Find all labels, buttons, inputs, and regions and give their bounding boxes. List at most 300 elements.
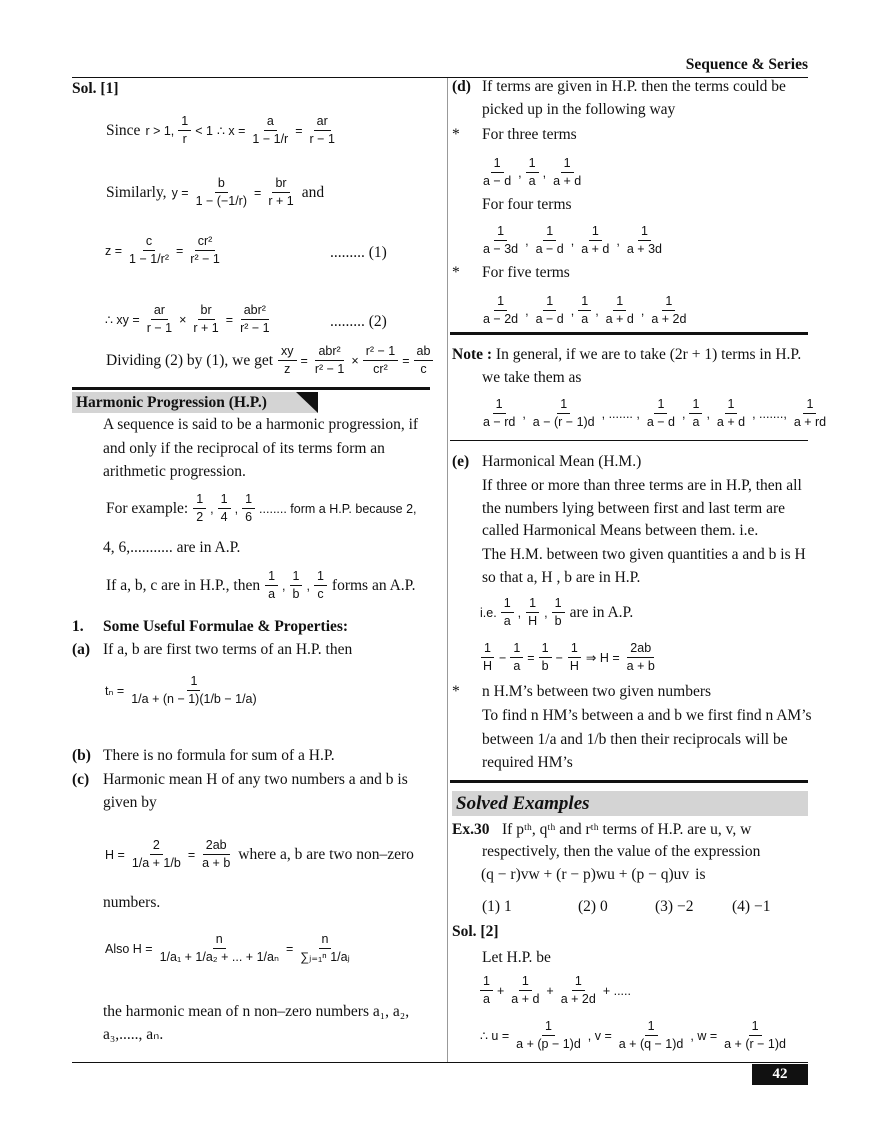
denominator: a + (r − 1)d bbox=[724, 1037, 786, 1051]
note-label: Note : bbox=[452, 346, 493, 363]
fraction bbox=[312, 344, 348, 377]
denominator: 1 − (−1/r) bbox=[195, 194, 248, 208]
math-text: Also H = bbox=[105, 941, 153, 956]
fraction bbox=[578, 294, 591, 327]
fraction bbox=[644, 397, 678, 430]
numerator: 1 bbox=[654, 397, 667, 414]
equation-hm bbox=[478, 641, 660, 674]
numerator: br bbox=[272, 176, 289, 193]
math-text: and bbox=[301, 183, 325, 201]
math-text: × bbox=[351, 353, 359, 368]
numerator: 1 bbox=[265, 569, 278, 586]
numerator: c bbox=[143, 234, 155, 251]
denominator: 4 bbox=[220, 510, 228, 524]
numerator: 1 bbox=[725, 397, 738, 414]
bullet: * bbox=[452, 683, 460, 700]
math-text: If a, b, c are in H.P., then bbox=[106, 576, 261, 594]
denominator: 1 − 1/r bbox=[252, 132, 289, 146]
math-text: Dividing (2) by (1), we get bbox=[106, 351, 274, 369]
fraction bbox=[525, 596, 540, 629]
denominator: c bbox=[317, 587, 324, 601]
denominator: a − d bbox=[483, 174, 512, 188]
numerator: 2ab bbox=[627, 641, 654, 658]
numerator: 1 bbox=[290, 569, 303, 586]
example-label: Ex.30 bbox=[452, 821, 490, 838]
denominator: b bbox=[541, 659, 549, 673]
item-e-text: If three or more than three terms are in H.P, then all bbox=[482, 477, 802, 494]
numerator: 1 bbox=[662, 294, 675, 311]
denominator: a + d bbox=[605, 312, 634, 326]
equation-z bbox=[103, 234, 225, 267]
denominator: a bbox=[581, 312, 589, 326]
numerator: 1 bbox=[501, 596, 514, 613]
denominator: a + d bbox=[581, 242, 610, 256]
equation-H bbox=[103, 838, 417, 871]
five-terms-label: For five terms bbox=[482, 264, 570, 281]
numerator: a bbox=[264, 114, 277, 131]
numerator: 1 bbox=[539, 641, 552, 658]
math-text: = bbox=[175, 243, 184, 258]
denominator: 1/a + 1/b bbox=[131, 856, 181, 870]
equation-note bbox=[478, 397, 831, 430]
denominator: a + 2d bbox=[560, 992, 596, 1006]
numerator: 1 bbox=[510, 641, 523, 658]
fraction bbox=[714, 397, 748, 430]
denominator: a + d bbox=[716, 415, 746, 429]
equation-label-2: ......... (2) bbox=[330, 313, 387, 330]
denominator: a bbox=[513, 659, 521, 673]
denominator: r² − 1 bbox=[314, 362, 345, 376]
math-text: , bbox=[570, 303, 575, 318]
fraction bbox=[648, 294, 689, 327]
fraction bbox=[578, 224, 612, 257]
fraction bbox=[480, 156, 514, 189]
fraction bbox=[199, 838, 233, 871]
denominator: ∑ⱼ₌₁ⁿ 1/aⱼ bbox=[300, 950, 350, 964]
denominator: a bbox=[503, 614, 511, 628]
math-text: < 1 bbox=[195, 123, 213, 138]
fraction bbox=[558, 974, 599, 1007]
fraction bbox=[533, 224, 567, 257]
math-text: , bbox=[522, 406, 526, 421]
equation-similarly bbox=[103, 176, 327, 209]
item-e-text: called Harmonical Means between them. i.e. bbox=[482, 522, 759, 539]
fraction bbox=[265, 569, 278, 602]
denominator: 2 bbox=[196, 510, 204, 524]
denominator: b bbox=[292, 587, 300, 601]
denominator: 1/a₁ + 1/a₂ + ... + 1/aₙ bbox=[159, 950, 279, 964]
math-text: = bbox=[187, 847, 196, 862]
numerator: 1 bbox=[645, 1019, 658, 1036]
math-text: ∴ u = bbox=[480, 1029, 510, 1043]
denominator: H bbox=[569, 659, 579, 673]
fraction bbox=[624, 224, 665, 257]
solution-label: Sol. [2] bbox=[452, 923, 499, 940]
numerator: n bbox=[213, 932, 226, 949]
section-rule bbox=[72, 387, 430, 390]
math-text: , bbox=[525, 303, 529, 318]
fraction bbox=[190, 303, 221, 336]
numbers-text: numbers. bbox=[103, 894, 161, 911]
section-rule bbox=[450, 780, 808, 783]
math-text: ∴ xy = bbox=[105, 313, 140, 327]
denominator: a − (r − 1)d bbox=[532, 415, 595, 429]
note bbox=[452, 345, 801, 365]
math-text: − bbox=[555, 650, 563, 665]
numerator: 1 bbox=[542, 1019, 555, 1036]
math-text: × bbox=[179, 312, 187, 327]
equation-expression bbox=[478, 866, 708, 884]
math-text: , bbox=[706, 406, 710, 421]
denominator: a bbox=[268, 587, 276, 601]
fraction bbox=[193, 492, 206, 525]
fraction bbox=[237, 303, 273, 336]
fraction bbox=[307, 114, 338, 147]
fraction bbox=[567, 641, 582, 674]
bullet: * bbox=[452, 126, 460, 143]
denominator: a + b bbox=[202, 856, 231, 870]
denominator: a + d bbox=[553, 174, 582, 188]
fraction bbox=[480, 397, 518, 430]
equation-three-terms bbox=[478, 156, 586, 189]
math-text: + ..... bbox=[602, 983, 631, 998]
let-hp-text: Let H.P. be bbox=[482, 949, 551, 966]
item-c-text: Harmonic mean H of any two numbers a and b is bbox=[103, 771, 408, 788]
numerator: 1 bbox=[578, 294, 591, 311]
fraction bbox=[513, 1019, 584, 1052]
numerator: 2 bbox=[150, 838, 163, 855]
fraction bbox=[616, 1019, 687, 1052]
denominator: a − rd bbox=[483, 415, 516, 429]
nhm-text: required HM’s bbox=[482, 754, 573, 771]
math-text: , bbox=[234, 501, 239, 516]
denominator: a + 3d bbox=[626, 242, 662, 256]
numerator: 1 bbox=[480, 974, 493, 991]
math-text: Since bbox=[106, 121, 141, 139]
math-text: , w = bbox=[690, 1028, 718, 1043]
formulae-number: 1. bbox=[72, 618, 84, 635]
harmonic-mean-text: a₃,....., aₙ. bbox=[103, 1026, 164, 1043]
math-text: For example: bbox=[106, 499, 189, 517]
numerator: 1 bbox=[557, 397, 570, 414]
example-text: If pᵗʰ, qᵗʰ and rᵗʰ terms of H.P. are u, v, w bbox=[502, 821, 752, 838]
fraction bbox=[157, 932, 282, 965]
math-text: , bbox=[595, 303, 599, 318]
equation-xy bbox=[103, 303, 275, 336]
fraction bbox=[510, 641, 523, 674]
page-number: 42 bbox=[752, 1064, 808, 1085]
math-text: , bbox=[518, 165, 522, 180]
denominator: 1 − 1/r² bbox=[129, 252, 169, 266]
numerator: 1 bbox=[749, 1019, 762, 1036]
math-text: = bbox=[225, 312, 234, 327]
math-text: , bbox=[542, 165, 547, 180]
three-terms-label: For three terms bbox=[482, 126, 577, 143]
item-c-text: given by bbox=[103, 794, 157, 811]
fraction bbox=[126, 234, 172, 267]
equation-label-1: ......... (1) bbox=[330, 244, 387, 261]
denominator: r² − 1 bbox=[190, 252, 220, 266]
equation-example bbox=[103, 492, 419, 525]
denominator: H bbox=[528, 614, 538, 628]
numerator: 1 bbox=[493, 397, 506, 414]
numerator: 1 bbox=[803, 397, 816, 414]
item-b-text: There is no formula for sum of a H.P. bbox=[103, 747, 335, 764]
denominator: a + (p − 1)d bbox=[516, 1037, 581, 1051]
numerator: 1 bbox=[519, 974, 532, 991]
equation-since bbox=[103, 114, 340, 147]
math-text: , bbox=[525, 233, 529, 248]
fraction bbox=[539, 641, 552, 674]
fraction bbox=[249, 114, 291, 147]
math-text: , bbox=[640, 303, 645, 318]
denominator: b bbox=[554, 614, 562, 628]
note-continuation: we take them as bbox=[482, 369, 582, 386]
math-text: , bbox=[282, 578, 286, 593]
numerator: br bbox=[198, 303, 215, 320]
four-terms-label: For four terms bbox=[482, 196, 572, 213]
numerator: 1 bbox=[589, 224, 602, 241]
section-rule bbox=[450, 332, 808, 335]
fraction bbox=[414, 344, 434, 377]
heading-triangle-decoration bbox=[296, 392, 318, 413]
solved-examples-heading: Solved Examples bbox=[452, 791, 808, 816]
hp-definition-line: A sequence is said to be a harmonic progression, if bbox=[103, 416, 419, 433]
numerator: 1 bbox=[187, 674, 200, 691]
equation-hp bbox=[478, 974, 633, 1007]
nhm-text: between 1/a and 1/b then their reciprocals will be bbox=[482, 731, 788, 748]
math-text: r > 1, bbox=[145, 123, 175, 138]
item-label-d: (d) bbox=[452, 78, 471, 95]
fraction bbox=[265, 176, 296, 209]
hp-definition-line: arithmetic progression. bbox=[103, 463, 246, 480]
fraction bbox=[689, 397, 702, 430]
fraction bbox=[721, 1019, 789, 1052]
hm-text: The H.M. between two given quantities a and b is H bbox=[482, 546, 806, 563]
math-text: z = bbox=[105, 243, 123, 258]
numerator: 1 bbox=[552, 596, 565, 613]
denominator: c bbox=[420, 362, 427, 376]
fraction bbox=[526, 156, 539, 189]
example-continuation: 4, 6,........... are in A.P. bbox=[103, 539, 241, 556]
nhm-title: n H.M’s between two given numbers bbox=[482, 683, 712, 700]
fraction bbox=[297, 932, 353, 965]
denominator: a + rd bbox=[793, 415, 827, 429]
note-text: In general, if we are to take (2r + 1) terms in H.P. bbox=[492, 346, 802, 363]
fraction bbox=[480, 224, 521, 257]
fraction bbox=[480, 294, 521, 327]
option-3: (3) −2 bbox=[655, 898, 694, 915]
harmonic-mean-text: the harmonic mean of n non–zero numbers a₁, a₂, bbox=[103, 1003, 410, 1020]
math-text: = bbox=[285, 941, 294, 956]
fraction bbox=[314, 569, 327, 602]
section-rule bbox=[450, 440, 808, 441]
numerator: 1 bbox=[568, 641, 581, 658]
fraction bbox=[530, 397, 598, 430]
denominator: H bbox=[483, 659, 493, 673]
math-text: , v = bbox=[587, 1028, 612, 1043]
math-text: , bbox=[616, 233, 620, 248]
equation-four-terms bbox=[478, 224, 667, 257]
denominator: a + b bbox=[626, 659, 655, 673]
fraction bbox=[624, 641, 658, 674]
fraction bbox=[278, 344, 297, 377]
math-text: , bbox=[517, 605, 522, 620]
numerator: 1 bbox=[193, 492, 206, 509]
equation-dividing bbox=[103, 344, 435, 377]
nhm-text: To find n HM’s between a and b we first find n AM’s bbox=[482, 707, 812, 724]
fraction bbox=[363, 344, 399, 377]
column-divider bbox=[447, 78, 448, 1062]
example-text: respectively, then the value of the expression bbox=[482, 843, 761, 860]
denominator: z bbox=[284, 362, 291, 376]
numerator: ab bbox=[414, 344, 434, 361]
fraction bbox=[128, 674, 259, 707]
numerator: 1 bbox=[491, 156, 504, 173]
fraction bbox=[187, 234, 223, 267]
numerator: 1 bbox=[526, 596, 539, 613]
numerator: 1 bbox=[314, 569, 327, 586]
item-e-text: the numbers lying between first and last term are bbox=[482, 500, 786, 517]
numerator: 1 bbox=[543, 224, 556, 241]
denominator: a − 3d bbox=[483, 242, 519, 256]
math-text: = bbox=[300, 353, 308, 368]
numerator: n bbox=[319, 932, 332, 949]
math-text: are in A.P. bbox=[569, 603, 634, 621]
math-text: (q − r)vw + (r − p)wu + (p − q)uv bbox=[481, 866, 690, 883]
denominator: a − d bbox=[535, 242, 564, 256]
equation-if-abc bbox=[103, 569, 418, 602]
item-label-c: (c) bbox=[72, 771, 90, 788]
fraction bbox=[480, 974, 493, 1007]
fraction bbox=[603, 294, 637, 327]
math-text: , bbox=[210, 501, 214, 516]
denominator: a − d bbox=[646, 415, 675, 429]
numerator: xy bbox=[278, 344, 297, 361]
fraction bbox=[501, 596, 514, 629]
running-header: Sequence & Series bbox=[685, 56, 808, 73]
equation-ie bbox=[478, 596, 636, 629]
denominator: a bbox=[692, 415, 700, 429]
fraction bbox=[129, 838, 184, 871]
denominator: r + 1 bbox=[268, 194, 294, 208]
footer-rule bbox=[72, 1062, 808, 1063]
math-text: ........ form a H.P. because 2, bbox=[259, 501, 417, 516]
numerator: ar bbox=[151, 303, 168, 320]
fraction bbox=[144, 303, 175, 336]
fraction bbox=[178, 114, 191, 147]
denominator: 6 bbox=[245, 510, 253, 524]
denominator: a bbox=[528, 174, 536, 188]
item-label-b: (b) bbox=[72, 747, 91, 764]
fraction bbox=[791, 397, 829, 430]
numerator: abr² bbox=[241, 303, 269, 320]
math-text: = bbox=[402, 353, 410, 368]
math-text: , bbox=[306, 578, 310, 593]
denominator: r + 1 bbox=[193, 321, 219, 335]
fraction bbox=[242, 492, 255, 525]
math-text: = bbox=[295, 123, 303, 138]
item-label-a: (a) bbox=[72, 641, 91, 658]
denominator: a − 2d bbox=[483, 312, 519, 326]
denominator: r bbox=[182, 132, 187, 146]
equation-five-terms bbox=[478, 294, 691, 327]
numerator: 1 bbox=[613, 294, 626, 311]
fraction bbox=[508, 974, 542, 1007]
math-text: where a, b are two non–zero bbox=[238, 845, 414, 863]
numerator: 1 bbox=[572, 974, 585, 991]
math-text: + bbox=[546, 983, 554, 998]
math-text: i.e. bbox=[480, 605, 497, 620]
math-text: y = bbox=[171, 185, 189, 200]
numerator: ar bbox=[314, 114, 331, 131]
denominator: r² − 1 bbox=[240, 321, 270, 335]
math-text: = bbox=[254, 185, 262, 200]
math-text: , ......., bbox=[752, 406, 787, 421]
bullet: * bbox=[452, 264, 460, 281]
option-1: (1) 1 bbox=[482, 898, 512, 915]
math-text: + bbox=[496, 983, 505, 998]
numerator: 1 bbox=[638, 224, 651, 241]
math-text: H = bbox=[105, 847, 125, 862]
fraction bbox=[290, 569, 303, 602]
item-d-text: picked up in the following way bbox=[482, 101, 676, 118]
numerator: 1 bbox=[481, 641, 494, 658]
numerator: 1 bbox=[178, 114, 191, 131]
solution-label: Sol. [1] bbox=[72, 80, 119, 97]
numerator: abr² bbox=[315, 344, 343, 361]
numerator: 1 bbox=[494, 224, 507, 241]
section-heading-hp: Harmonic Progression (H.P.) bbox=[72, 392, 318, 413]
numerator: 1 bbox=[526, 156, 539, 173]
math-text: , bbox=[570, 233, 575, 248]
item-d-text: If terms are given in H.P. then the terms could be bbox=[482, 78, 786, 95]
denominator: r − 1 bbox=[146, 321, 173, 335]
math-text: tₙ = bbox=[105, 684, 125, 698]
math-text: , ....... , bbox=[601, 406, 640, 421]
math-text: forms an A.P. bbox=[331, 576, 416, 594]
numerator: 1 bbox=[218, 492, 231, 509]
hp-definition-line: and only if the reciprocal of its terms form an bbox=[103, 440, 385, 457]
math-text: Similarly, bbox=[106, 183, 167, 201]
numerator: 1 bbox=[543, 294, 556, 311]
fraction bbox=[550, 156, 584, 189]
equation-tn bbox=[103, 674, 262, 707]
numerator: cr² bbox=[195, 234, 216, 251]
math-text: , bbox=[682, 406, 686, 421]
numerator: b bbox=[215, 176, 228, 193]
option-4: (4) −1 bbox=[732, 898, 771, 915]
math-text: ⇒ H = bbox=[585, 651, 620, 665]
numerator: 2ab bbox=[203, 838, 230, 855]
math-text: is bbox=[695, 866, 706, 883]
item-label-e: (e) bbox=[452, 453, 470, 470]
math-text: − bbox=[499, 650, 507, 665]
item-e-title: Harmonical Mean (H.M.) bbox=[482, 453, 642, 470]
denominator: a + d bbox=[511, 992, 540, 1006]
math-text: ∴ x = bbox=[216, 124, 246, 138]
denominator: 1/a + (n − 1)(1/b − 1/a) bbox=[131, 692, 257, 706]
option-2: (2) 0 bbox=[578, 898, 608, 915]
fraction bbox=[480, 641, 495, 674]
denominator: a + 2d bbox=[651, 312, 687, 326]
numerator: r² − 1 bbox=[363, 344, 399, 361]
fraction bbox=[533, 294, 567, 327]
denominator: a + (q − 1)d bbox=[618, 1037, 684, 1051]
fraction bbox=[218, 492, 231, 525]
fraction bbox=[193, 176, 250, 209]
denominator: a − d bbox=[535, 312, 564, 326]
